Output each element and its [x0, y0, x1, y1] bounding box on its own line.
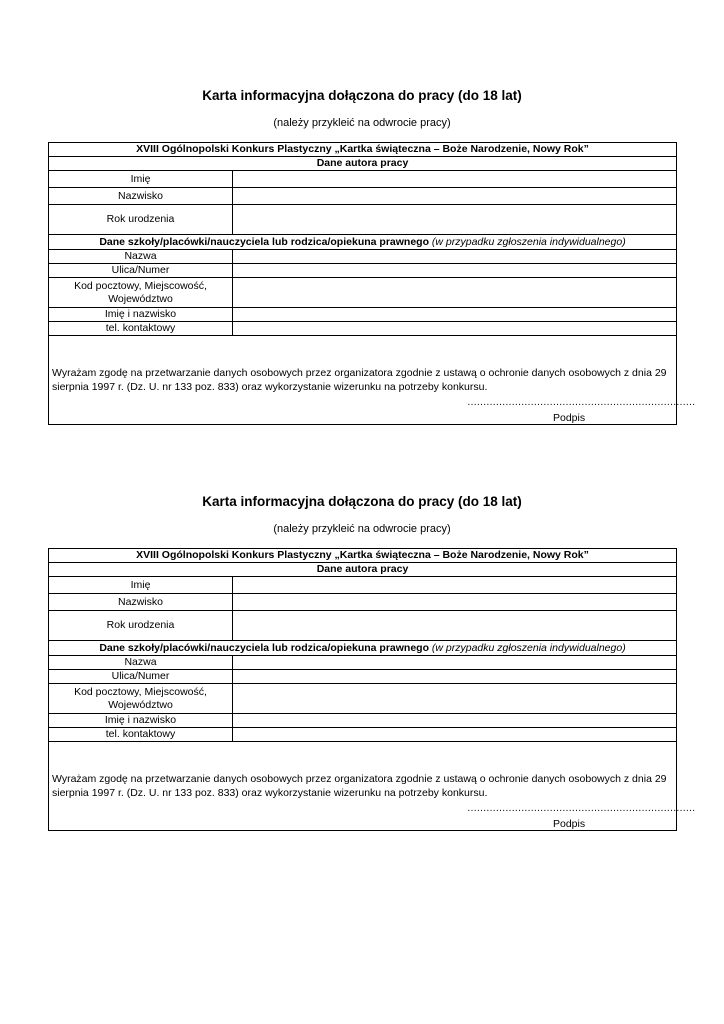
consent-box [49, 336, 695, 425]
field-label-birth-year: Rok urodzenia [49, 205, 233, 235]
author-section-header: Dane autora pracy [49, 563, 677, 577]
field-input-birth-year[interactable] [233, 205, 677, 235]
field-input-first-name[interactable] [233, 577, 677, 594]
field-input-postal-city[interactable] [233, 278, 677, 308]
signature-label: Podpis [553, 818, 586, 830]
contest-name: XVIII Ogólnopolski Konkurs Plastyczny „Kartka świąteczna – Boże Narodzenie, Nowy Rok” [49, 549, 677, 563]
contest-name: XVIII Ogólnopolski Konkurs Plastyczny „Kartka świąteczna – Boże Narodzenie, Nowy Rok” [49, 143, 677, 157]
consent-box [49, 742, 695, 831]
field-input-last-name[interactable] [233, 188, 677, 205]
signature-line[interactable]: ……………………………………………………………… [467, 397, 695, 408]
school-section-title: Dane szkoły/placówki/nauczyciela lub rodzica/opiekuna prawnego [99, 641, 429, 654]
field-input-full-name[interactable] [233, 714, 677, 728]
consent-text: Wyrażam zgodę na przetwarzanie danych osobowych przez organizatora zgodnie z ustawą o ochronie danych osobowych z dnia 29 sierpnia 1997 r. (Dz. U. nr 133 poz. 833) oraz wykorzystanie wizerunku na potrzeby konkursu. [52, 773, 667, 799]
card-subtitle: (należy przykleić na odwrocie pracy) [273, 523, 451, 535]
field-input-phone[interactable] [233, 728, 677, 742]
field-input-first-name[interactable] [233, 171, 677, 188]
field-input-school-name[interactable] [233, 250, 677, 264]
field-label-street: Ulica/Numer [49, 264, 233, 278]
signature-label: Podpis [553, 412, 586, 424]
school-section-note: (w przypadku zgłoszenia indywidualnego) [431, 235, 626, 248]
field-label-postal-city: Kod pocztowy, Miejscowość, Województwo [49, 278, 233, 308]
field-label-birth-year: Rok urodzenia [49, 611, 233, 641]
field-input-birth-year[interactable] [233, 611, 677, 641]
author-section-header: Dane autora pracy [49, 157, 677, 171]
form-table [48, 142, 695, 425]
field-label-last-name: Nazwisko [49, 594, 233, 611]
field-label-postal-city: Kod pocztowy, Miejscowość, Województwo [49, 684, 233, 714]
field-label-full-name: Imię i nazwisko [49, 714, 233, 728]
school-section-note: (w przypadku zgłoszenia indywidualnego) [431, 641, 626, 654]
field-input-full-name[interactable] [233, 308, 677, 322]
field-label-phone: tel. kontaktowy [49, 728, 233, 742]
field-label-school-name: Nazwa [49, 656, 233, 670]
card-subtitle: (należy przykleić na odwrocie pracy) [273, 117, 451, 129]
card-title: Karta informacyjna dołączona do pracy (do 18 lat) [202, 494, 522, 509]
card-title: Karta informacyjna dołączona do pracy (do 18 lat) [202, 88, 522, 103]
field-label-first-name: Imię [49, 171, 233, 188]
field-label-first-name: Imię [49, 577, 233, 594]
field-label-phone: tel. kontaktowy [49, 322, 233, 336]
school-section-title: Dane szkoły/placówki/nauczyciela lub rodzica/opiekuna prawnego [99, 235, 429, 248]
field-input-postal-city[interactable] [233, 684, 677, 714]
field-label-street: Ulica/Numer [49, 670, 233, 684]
field-label-last-name: Nazwisko [49, 188, 233, 205]
signature-line[interactable]: ……………………………………………………………… [467, 803, 695, 814]
field-label-full-name: Imię i nazwisko [49, 308, 233, 322]
field-label-school-name: Nazwa [49, 250, 233, 264]
field-input-street[interactable] [233, 670, 677, 684]
field-input-phone[interactable] [233, 322, 677, 336]
consent-text: Wyrażam zgodę na przetwarzanie danych osobowych przez organizatora zgodnie z ustawą o ochronie danych osobowych z dnia 29 sierpnia 1997 r. (Dz. U. nr 133 poz. 833) oraz wykorzystanie wizerunku na potrzeby konkursu. [52, 367, 667, 393]
form-table [48, 548, 695, 831]
school-section-header [49, 235, 677, 250]
field-input-school-name[interactable] [233, 656, 677, 670]
field-input-last-name[interactable] [233, 594, 677, 611]
school-section-header [49, 641, 677, 656]
field-input-street[interactable] [233, 264, 677, 278]
